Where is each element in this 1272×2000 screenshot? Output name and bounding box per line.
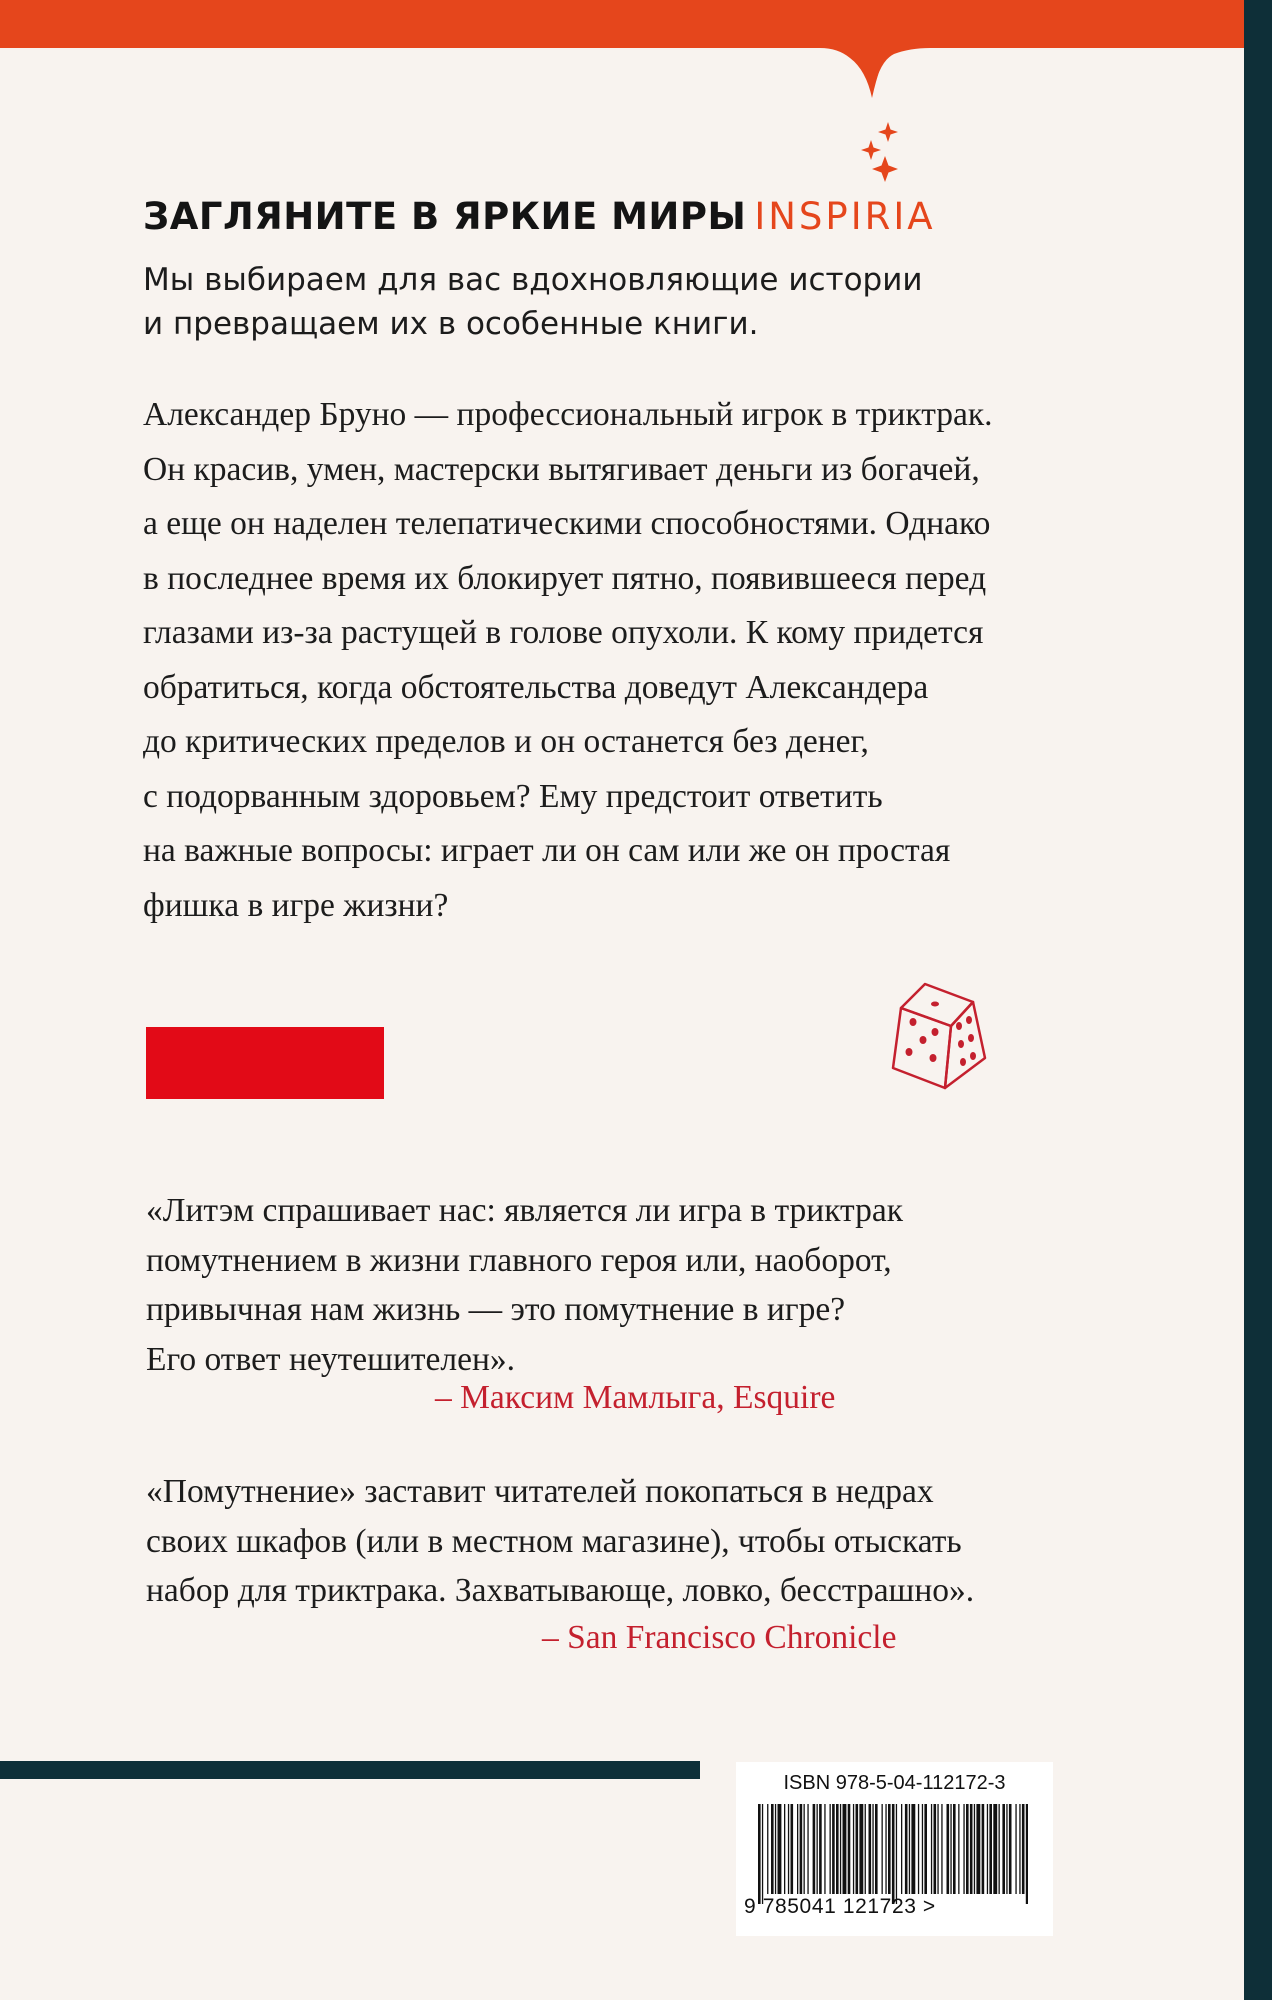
barcode-bar	[830, 1804, 831, 1894]
barcode-bar	[872, 1804, 873, 1894]
barcode-bar	[758, 1804, 761, 1904]
tagline-line: и превращаем их в особенные книги.	[143, 306, 759, 342]
barcode-bar	[987, 1804, 988, 1894]
review-line: «Литэм спрашивает нас: является ли игра в триктрак	[146, 1192, 904, 1229]
barcode-bar	[869, 1804, 872, 1894]
review-attribution-chronicle: – San Francisco Chronicle	[542, 1619, 897, 1656]
barcode-bar	[941, 1804, 942, 1894]
barcode-bar	[784, 1804, 785, 1894]
barcode-bar	[791, 1804, 794, 1894]
isbn-barcode-box	[736, 1762, 1053, 1936]
barcode-bar	[800, 1804, 803, 1894]
barcode-bar	[924, 1804, 927, 1894]
barcode-bar	[909, 1804, 910, 1894]
review-line: «Помутнение» заставит читателей покопаться в недрах	[146, 1473, 934, 1510]
barcode-bar	[905, 1804, 908, 1894]
barcode-bar	[836, 1804, 839, 1894]
barcode-bar	[788, 1804, 789, 1894]
barcode-bar	[778, 1804, 782, 1894]
series-tagline	[143, 258, 1203, 346]
barcode-bar	[832, 1804, 835, 1894]
barcode-bar	[901, 1804, 902, 1894]
review-line: привычная нам жизнь — это помутнение в игре?	[146, 1291, 846, 1328]
barcode-bar	[1006, 1804, 1007, 1894]
barcode-bar	[865, 1804, 866, 1894]
barcode-bar	[824, 1804, 825, 1894]
barcode-bar	[966, 1804, 969, 1894]
barcode-bar	[771, 1804, 774, 1894]
book-annotation	[143, 388, 1143, 933]
barcode-bar	[993, 1804, 997, 1894]
barcode-bar	[775, 1804, 776, 1894]
barcode-bar	[892, 1804, 895, 1904]
annotation-line: а еще он наделен телепатическими способностями. Однако	[143, 505, 991, 542]
barcode-bar	[1019, 1804, 1020, 1894]
barcode-bar	[882, 1804, 883, 1894]
barcode-bar	[797, 1804, 798, 1894]
review-line: набор для триктрака. Захватывающе, ловко, бесстрашно».	[146, 1572, 975, 1609]
barcode-bar	[947, 1804, 950, 1894]
headline-text: ЗАГЛЯНИТЕ В ЯРКИЕ МИРЫ	[143, 195, 747, 238]
annotation-line: Александер Бруно — профессиональный игрок в триктрак.	[143, 396, 993, 433]
barcode-bar	[982, 1804, 985, 1894]
barcode-bar	[950, 1804, 951, 1894]
barcode-bar	[888, 1804, 891, 1894]
barcode-bar	[974, 1804, 975, 1894]
barcode-bar	[804, 1804, 805, 1894]
barcode-bar	[934, 1804, 937, 1894]
barcode-bar	[922, 1804, 923, 1894]
barcode-bar	[817, 1804, 818, 1894]
barcode-bar	[958, 1804, 959, 1894]
barcode-bar	[931, 1804, 932, 1894]
dice-icon	[873, 980, 993, 1095]
orange-tab-shape	[0, 0, 1272, 140]
barcode-bar	[1026, 1804, 1028, 1904]
annotation-line: глазами из-за растущей в голове опухоли. К кому придется	[143, 614, 984, 651]
tagline-line: Мы выбираем для вас вдохновляющие истории	[143, 262, 923, 298]
series-headline	[143, 195, 936, 238]
barcode-bar	[976, 1804, 980, 1894]
review-quote-chronicle	[146, 1467, 1146, 1616]
annotation-line: обратиться, когда обстоятельства доведут Александера	[143, 668, 929, 706]
barcode-bar	[807, 1804, 808, 1894]
barcode-bar	[1022, 1804, 1025, 1894]
barcode-bar	[885, 1804, 886, 1894]
annotation-line: на важные вопросы: играет ли он сам или же он простая	[143, 832, 951, 869]
barcode-bar	[896, 1804, 897, 1904]
barcode-bar	[813, 1804, 816, 1894]
barcode-bar	[848, 1804, 851, 1894]
barcode-bar	[1009, 1804, 1012, 1894]
barcode-bar	[843, 1804, 847, 1894]
barcode-bar	[767, 1804, 768, 1894]
barcode-bar	[911, 1804, 915, 1894]
red-bar	[146, 1027, 384, 1099]
review-line: помутнением в жизни главного героя или, наоборот,	[146, 1241, 892, 1279]
brand-name: INSPIRIA	[754, 195, 936, 238]
barcode-bar	[856, 1804, 859, 1894]
barcode-digits: 9 785041 121723 >	[744, 1895, 936, 1918]
isbn-number: ISBN 978-5-04-112172-3	[783, 1772, 1006, 1794]
barcode-bar	[840, 1804, 841, 1894]
annotation-line: Он красив, умен, мастерски вытягивает деньги из богачей,	[143, 450, 980, 488]
barcode-bar	[1002, 1804, 1005, 1894]
barcode-bars	[758, 1804, 1028, 1904]
barcode-bar	[989, 1804, 992, 1894]
barcode-bar	[953, 1804, 956, 1894]
annotation-line: с подорванным здоровьем? Ему предстоит ответить	[143, 777, 883, 815]
barcode-bar	[875, 1804, 878, 1894]
barcode-bar	[819, 1804, 822, 1894]
barcode-bar	[970, 1804, 973, 1894]
sparkle-icon	[858, 120, 908, 190]
barcode-bar	[999, 1804, 1000, 1894]
review-attribution-esquire: – Максим Мамлыга, Esquire	[435, 1379, 836, 1416]
barcode-bar	[918, 1804, 919, 1894]
annotation-line: в последнее время их блокирует пятно, появившееся перед	[143, 559, 987, 597]
annotation-line: до критических пределов и он останется без денег,	[143, 723, 869, 760]
barcode-bar	[762, 1804, 763, 1904]
right-dark-band	[1244, 0, 1272, 2000]
bottom-dark-rule	[0, 1761, 700, 1779]
review-line: Его ответ неутешителен».	[146, 1340, 516, 1378]
barcode-bar	[963, 1804, 964, 1894]
barcode-bar	[853, 1804, 854, 1894]
annotation-line: фишка в игре жизни?	[143, 886, 449, 924]
review-quote-esquire	[146, 1186, 1146, 1384]
review-line: своих шкафов (или в местном магазине), чтобы отыскать	[146, 1522, 962, 1560]
barcode-bar	[1015, 1804, 1016, 1894]
barcode-bar	[859, 1804, 863, 1894]
barcode-bar	[937, 1804, 938, 1894]
